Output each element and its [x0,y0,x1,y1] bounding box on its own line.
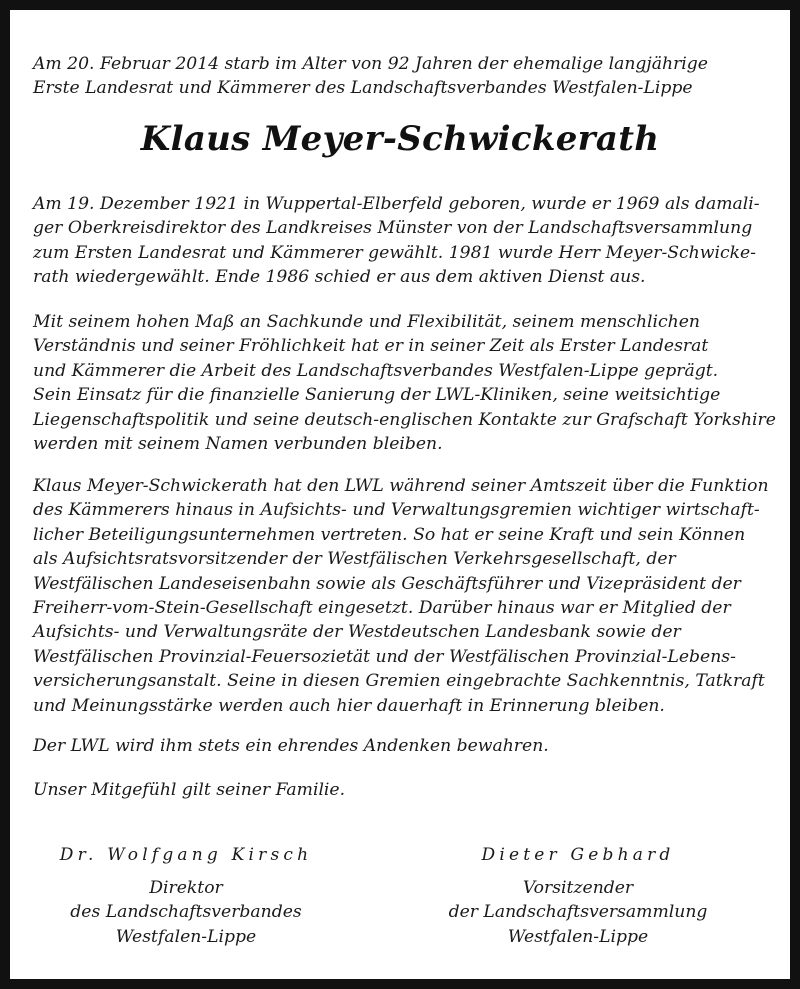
paragraph-remembrance [33,734,773,758]
signatory-title-line: Westfalen-Lippe [507,926,649,947]
intro-line: Am 20. Februar 2014 starb im Alter von 92 Jahren der ehemalige langjährige [33,54,708,74]
signatory-title-line: Vorsitzender [522,878,634,898]
signatory-title-line: des Landschaftsverbandes [70,902,302,923]
text-line: Am 19. Dezember 1921 in Wuppertal-Elberfeld geboren, wurde er 1969 als damali- [33,194,760,214]
text-line: rath wiedergewählt. Ende 1986 schied er aus dem aktiven Dienst aus. [33,267,646,288]
paragraph-biography [33,192,773,290]
text-line: als Aufsichtsratsvorsitzender der Westfälischen Verkehrsgesellschaft, der [33,549,676,570]
text-line: Freiherr-vom-Stein-Gesellschaft eingesetzt. Darüber hinaus war er Mitglied der [33,598,731,619]
signatory-right [398,842,758,949]
text-line: versicherungsanstalt. Seine in diesen Gremien eingebrachte Sachkenntnis, Tatkraft [33,671,765,692]
text-line: Westfälischen Provinzial-Feuersozietät und der Westfälischen Provinzial-Lebens- [33,646,736,667]
text-line: werden mit seinem Namen verbunden bleiben. [33,434,443,455]
text-line: Liegenschaftspolitik und seine deutsch-englischen Kontakte zur Grafschaft Yorkshire [33,409,776,430]
text-line: des Kämmerers hinaus in Aufsichts- und Verwaltungsgremien wichtiger wirtschaft- [33,500,760,521]
deceased-name: Klaus Meyer-Schwickerath [140,119,660,159]
text-line: Unser Mitgefühl gilt seiner Familie. [33,780,346,800]
signatory-title [6,876,366,949]
intro-text [33,52,773,101]
signatory-name: Dr. Wolfgang Kirsch [59,845,313,865]
text-line: Klaus Meyer-Schwickerath hat den LWL während seiner Amtszeit über die Funktion [33,476,769,496]
text-line: licher Beteiligungsunternehmen vertreten. So hat er seine Kraft und sein Können [33,524,746,545]
text-line: ger Oberkreisdirektor des Landkreises Münster von der Landschaftsversammlung [33,218,753,239]
text-line: und Kämmerer die Arbeit des Landschaftsverbandes Westfalen-Lippe geprägt. [33,360,719,381]
signatory-title-line: Westfalen-Lippe [115,926,257,947]
signatory-title-line: der Landschaftsversammlung [448,902,708,923]
intro-line: Erste Landesrat und Kämmerer des Landschaftsverbandes Westfalen-Lippe [33,78,693,99]
text-line: Sein Einsatz für die finanzielle Sanierung der LWL-Kliniken, seine weitsichtige [33,385,721,406]
text-line: Verständnis und seiner Fröhlichkeit hat er in seiner Zeit als Erster Landesrat [33,336,709,357]
signatory-title [398,876,758,949]
paragraph-achievements [33,310,776,456]
text-line: Westfälischen Landeseisenbahn sowie als Geschäftsführer und Vizepräsident der [33,573,741,594]
text-line: Der LWL wird ihm stets ein ehrendes Andenken bewahren. [33,736,549,756]
text-line: Mit seinem hohen Maß an Sachkunde und Flexibilität, seinem menschlichen [33,312,700,332]
text-line: Aufsichts- und Verwaltungsräte der Westdeutschen Landesbank sowie der [33,622,681,643]
text-line: und Meinungsstärke werden auch hier dauerhaft in Erinnerung bleiben. [33,695,665,716]
signatory-title-line: Direktor [149,878,223,898]
signatory-left [6,842,366,949]
paragraph-committees [33,474,773,718]
signatory-name: Dieter Gebhard [481,845,675,865]
paragraph-condolence [33,778,773,802]
text-line: zum Ersten Landesrat und Kämmerer gewählt. 1981 wurde Herr Meyer-Schwicke- [33,242,756,263]
